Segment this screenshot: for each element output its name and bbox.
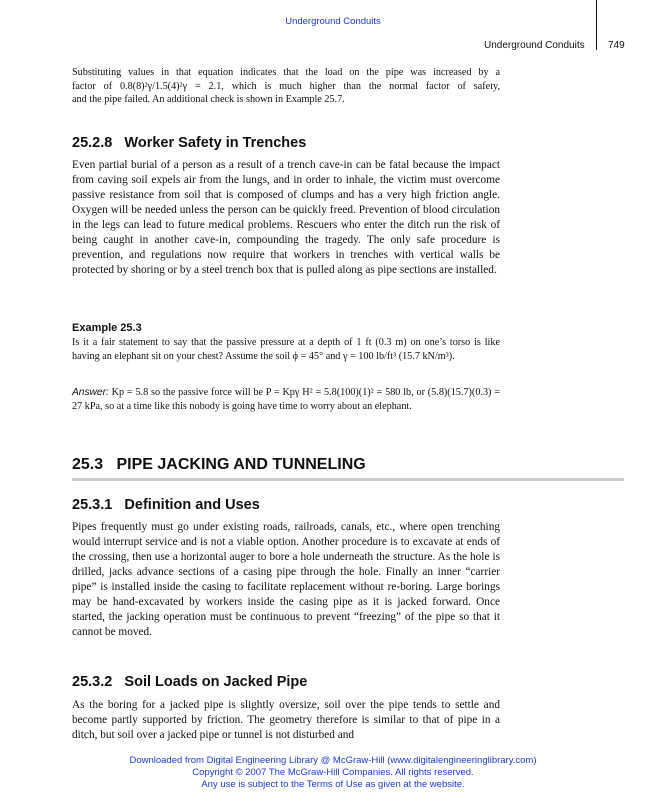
footer-terms-link[interactable]: Any use is subject to the Terms of Use as given at the website. [201, 779, 465, 790]
intro-line-3: and the pipe failed. An additional check is shown in Example 25.7. [72, 94, 345, 105]
section-heading-2528 [72, 135, 306, 151]
chapter-section-heading [72, 456, 366, 474]
section-title: PIPE JACKING AND TUNNELING [116, 456, 366, 473]
section-2532-paragraph: As the boring for a jacked pipe is slightly oversize, soil over the pipe tends to settle and become partly supported by friction. The geometry therefore is similar to that of pipe in a ditch, but soil over a jacked pipe or tunnel is not disturbed and [72, 699, 500, 741]
section-number: 25.3.2 [72, 674, 113, 690]
answer-label: Answer: [72, 387, 109, 398]
section-2531-paragraph: Pipes frequently must go under existing roads, railroads, canals, etc., where open trenching would interrupt service and is not a viable option. Another procedure is to excavate at ends of the crossing, then use a horizontal auger to bore a hole underneath the structure. As the hole is drilled, jacks advance sections of a casing pipe through the hole. Finally an inner “carrier pipe” is installed inside the casing to facilitate replacement without re-boring. Large borings may be hand-excavated by workers inside the casing pipe as it is jacked forward. Once started, the jacking operation must be continuous to prevent “freezing” of the pipe so that it cannot be moved. [72, 521, 500, 638]
section-heading-2531 [72, 497, 260, 513]
example-question: Is it a fair statement to say that the passive pressure at a depth of 1 ft (0.3 m) on one’s torso is like having an elephant sit on your chest? Assume the soil ϕ = 45° and γ = 100 lb/ft³ (15.7 kN/m³). [72, 337, 500, 362]
example-answer [72, 386, 500, 413]
answer-text: Kp = 5.8 so the passive force will be P = Kpγ H² = 5.8(100)(1)² = 580 lb, or (5.8)(15.7)(0.3) = 27 kPa, so at a time like this nobody is going have time to worry about an elephant. [72, 387, 501, 412]
section-heading-2532 [72, 674, 307, 690]
header-divider [596, 0, 597, 50]
book-title-link[interactable]: Underground Conduits [285, 16, 381, 27]
intro-line-1: Substituting values in that equation indicates that the load on the pipe was increased by a [72, 67, 500, 78]
example-label: Example 25.3 [72, 322, 142, 334]
footer-download-link[interactable]: Downloaded from Digital Engineering Library @ McGraw-Hill (www.digitalengineeringlibrary.com) [129, 755, 537, 766]
section-2528-paragraph: Even partial burial of a person as a result of a trench cave-in can be fatal because the impact from caving soil expels air from the lungs, and in order to inhale, the victim must overcome passive resistance from soil that is composed of clumps and has a very high friction angle. Oxygen will be needed unless the person can be quickly freed. Prevention of blood circulation in the legs can lead to future medical problems. Rescuers who enter the ditch run the risk of being caught in another cave-in, compounding the tragedy. The only safe procedure is prevention, and regulations now require that workers in trenches with vertical walls be protected by shoring or by a steel trench box that is pulled along as pipe sections are installed. [72, 159, 500, 276]
section-number: 25.3 [72, 456, 104, 473]
running-title: Underground Conduits [484, 40, 585, 51]
section-number: 25.3.1 [72, 497, 113, 513]
intro-paragraph [72, 66, 500, 107]
intro-line-2: factor of 0.8(8)²γ/1.5(4)²γ = 2.1, which is much higher than the normal factor of safety, [72, 80, 500, 92]
page-number: 749 [608, 40, 625, 51]
section-title: Worker Safety in Trenches [124, 135, 307, 151]
footer [0, 755, 666, 791]
section-rule [72, 478, 624, 481]
footer-copyright[interactable]: Copyright © 2007 The McGraw-Hill Companies. All rights reserved. [192, 767, 474, 778]
section-number: 25.2.8 [72, 135, 113, 151]
section-title: Definition and Uses [124, 497, 260, 513]
section-title: Soil Loads on Jacked Pipe [124, 674, 308, 690]
